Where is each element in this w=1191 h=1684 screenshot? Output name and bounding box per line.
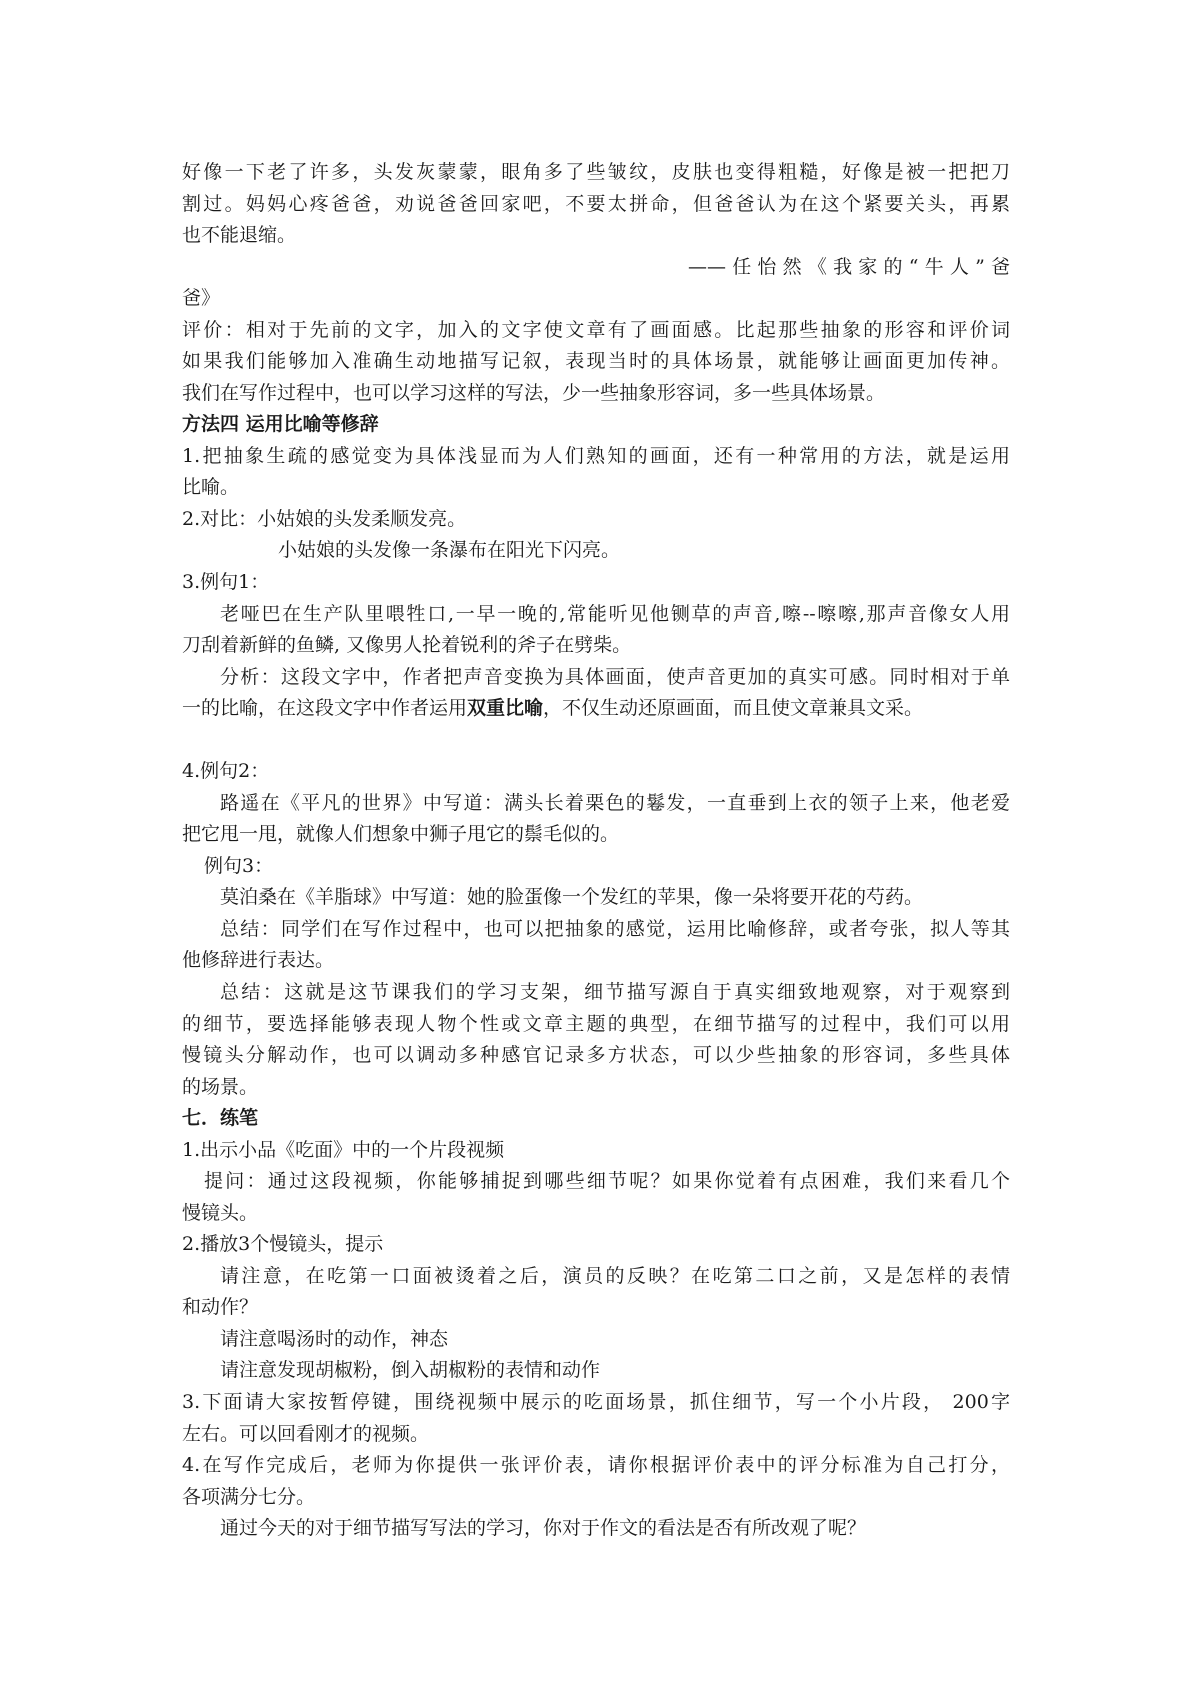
text-line: 分析：这段文字中，作者把声音变换为具体画面，使声音更加的真实可感。同时相对于单 (220, 666, 1010, 688)
text-line: 路遥在《平凡的世界》中写道：满头长着栗色的鬈发，一直垂到上衣的领子上来，他老爱 (220, 792, 1010, 814)
text-line: 2.对比：小姑娘的头发柔顺发亮。 (182, 508, 467, 530)
text-line: 各项满分七分。 (182, 1486, 316, 1508)
text-line: 请注意，在吃第一口面被烫着之后，演员的反映？在吃第二口之前，又是怎样的表情 (220, 1265, 1010, 1287)
text-line: 刀刮着新鲜的鱼鳞, 又像男人抡着锐利的斧子在劈柴。 (182, 634, 632, 656)
text-line: 的细节，要选择能够表现人物个性或文章主题的典型，在细节描写的过程中，我们可以用 (182, 1013, 1010, 1035)
text-line: 如果我们能够加入准确生动地描写记叙，表现当时的具体场景，就能够让画面更加传神。 (182, 350, 1010, 372)
text-line: 老哑巴在生产队里喂牲口,一早一晚的,常能听见他铡草的声音,嚓--嚓嚓,那声音像女人用 (220, 603, 1010, 625)
text-line: 比喻。 (182, 476, 240, 498)
text-line: 割过。妈妈心疼爸爸，劝说爸爸回家吧，不要太拼命，但爸爸认为在这个紧要关头，再累 (182, 193, 1010, 215)
text-line: 1.把抽象生疏的感觉变为具体浅显而为人们熟知的画面，还有一种常用的方法，就是运用 (182, 445, 1010, 467)
section-heading: 七．练笔 (182, 1107, 259, 1129)
text-line: 总结：这就是这节课我们的学习支架，细节描写源自于真实细致地观察，对于观察到 (220, 981, 1010, 1003)
text-line: 把它甩一甩，就像人们想象中狮子甩它的鬃毛似的。 (182, 823, 620, 845)
text-line: 4.在写作完成后，老师为你提供一张评价表，请你根据评价表中的评分标准为自己打分， (182, 1454, 1010, 1476)
text-line: 小姑娘的头发像一条瀑布在阳光下闪亮。 (278, 539, 621, 561)
text-line: 和动作？ (182, 1296, 259, 1318)
text-line: 1.出示小品《吃面》中的一个片段视频 (182, 1139, 505, 1161)
text-line: 通过今天的对于细节描写写法的学习，你对于作文的看法是否有所改观了呢？ (220, 1517, 867, 1539)
text-line (182, 696, 923, 720)
text-line: 提问：通过这段视频，你能够捕捉到哪些细节呢？如果你觉着有点困难，我们来看几个 (204, 1170, 1010, 1192)
text-line: 3.下面请大家按暂停键，围绕视频中展示的吃面场景，抓住细节，写一个小片段， 200字 (182, 1391, 1010, 1413)
text-line: 3.例句1： (182, 571, 270, 593)
text-line: 评价：相对于先前的文字，加入的文字使文章有了画面感。比起那些抽象的形容和评价词 (182, 319, 1010, 341)
emphasis-text: 双重比喻 (467, 697, 544, 719)
text-line: 2.播放3个慢镜头，提示 (182, 1233, 384, 1255)
text-segment: 一的比喻，在这段文字中作者运用 (182, 697, 468, 719)
text-line: 慢镜头分解动作，也可以调动多种感官记录多方状态，可以少些抽象的形容词，多些具体 (182, 1044, 1010, 1066)
text-line: 例句3： (204, 855, 274, 877)
text-line: 慢镜头。 (182, 1202, 259, 1224)
section-heading: 方法四 运用比喻等修辞 (182, 413, 379, 435)
text-line: 我们在写作过程中，也可以学习这样的写法，少一些抽象形容词，多一些具体场景。 (182, 382, 886, 404)
text-line: 也不能退缩。 (182, 224, 297, 246)
text-line: 4.例句2： (182, 760, 270, 782)
attribution-line: 爸》 (182, 287, 221, 309)
text-line: 他修辞进行表达。 (182, 949, 335, 971)
text-line: 左右。可以回看刚才的视频。 (182, 1423, 430, 1445)
text-line: 莫泊桑在《羊脂球》中写道：她的脸蛋像一个发红的苹果，像一朵将要开花的芍药。 (220, 886, 924, 908)
text-segment: ，不仅生动还原画面，而且使文章兼具文采。 (543, 697, 924, 719)
text-line: 的场景。 (182, 1076, 259, 1098)
text-line: 总结：同学们在写作过程中，也可以把抽象的感觉，运用比喻修辞，或者夸张，拟人等其 (220, 918, 1010, 940)
text-line: 请注意发现胡椒粉，倒入胡椒粉的表情和动作 (220, 1359, 601, 1381)
attribution-line: ——任怡然《我家的“牛人”爸 (688, 256, 1010, 278)
text-line: 请注意喝汤时的动作，神态 (220, 1328, 449, 1350)
text-line: 好像一下老了许多，头发灰蒙蒙，眼角多了些皱纹，皮肤也变得粗糙，好像是被一把把刀 (182, 161, 1010, 183)
